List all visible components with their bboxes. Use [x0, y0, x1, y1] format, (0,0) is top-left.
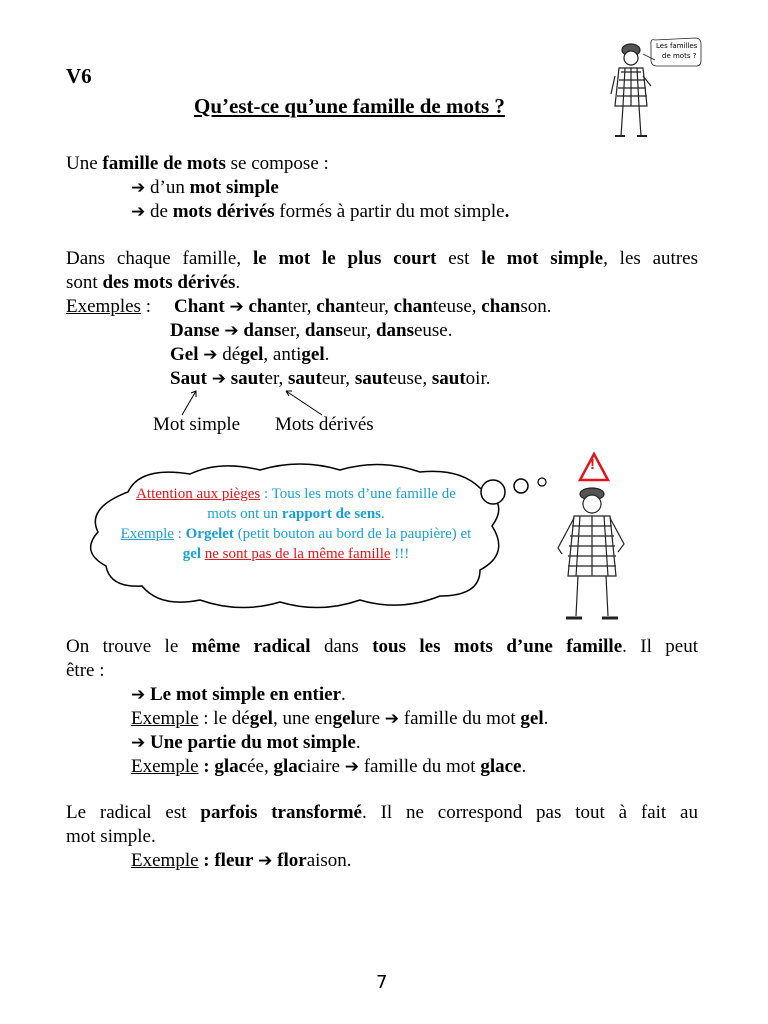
text: Une partie du mot simple — [150, 732, 356, 753]
radical: gel — [332, 708, 356, 729]
mot-simple: Danse — [170, 320, 220, 341]
text: mot simple — [66, 826, 151, 847]
text: sont — [66, 272, 103, 293]
mot-simple: Gel — [170, 344, 199, 365]
arrow-right-icon: ➔ — [229, 297, 244, 317]
arrow-right-icon: ➔ — [384, 709, 400, 729]
text: On trouve le — [66, 636, 192, 657]
example-gel — [170, 344, 329, 366]
page-title: Qu’est-ce qu’une famille de mots ? — [194, 94, 505, 118]
text: er, — [281, 320, 305, 341]
warning-icon: ! — [590, 456, 595, 473]
text: Une — [66, 153, 103, 174]
text: !!! — [390, 546, 410, 562]
text: tous les mots d’une famille — [372, 636, 623, 657]
text: dé — [222, 344, 241, 365]
radical: dans — [304, 320, 343, 341]
radical: dans — [243, 320, 282, 341]
cloud-text — [120, 484, 472, 564]
intro-bullet-2 — [131, 201, 509, 223]
text: parfois transformé — [200, 802, 362, 823]
radical: glac — [214, 756, 248, 777]
example-label: Exemple — [131, 850, 199, 871]
text: . — [504, 201, 510, 222]
warning-label: Attention aux pièges — [136, 486, 261, 502]
text: Le radical est — [66, 802, 201, 823]
text: : — [198, 850, 215, 871]
text: . — [235, 272, 241, 293]
text: . — [521, 756, 527, 777]
text: son. — [520, 296, 552, 317]
text: même radical — [191, 636, 311, 657]
rule-line-1 — [66, 248, 698, 270]
arrow-right-icon: ➔ — [224, 321, 239, 341]
text: des mots dérivés — [102, 272, 236, 293]
arrow-right-icon: ➔ — [131, 178, 146, 198]
arrow-to-mot-simple — [182, 391, 196, 415]
text: : Tous les mots d’une famille de mots ont un — [207, 486, 456, 522]
radical: dans — [375, 320, 414, 341]
text: famille du mot — [358, 756, 481, 777]
text: . — [543, 708, 549, 729]
text: gel — [520, 708, 544, 729]
text: euse. — [413, 320, 453, 341]
text: Exemples — [66, 296, 141, 317]
radical-line-1 — [66, 636, 698, 658]
radical: saut — [354, 368, 389, 389]
arrow-right-icon: ➔ — [131, 733, 146, 753]
text: : — [198, 756, 215, 777]
text: famille de mots — [102, 153, 226, 174]
text: Le mot simple en entier — [150, 684, 342, 705]
text: le mot simple — [481, 248, 604, 269]
radical-case-1 — [131, 684, 346, 706]
text: . — [381, 506, 385, 522]
text: , les autres — [603, 248, 698, 269]
page-number: 7 — [376, 972, 388, 993]
text: . — [150, 826, 156, 847]
radical-case-2 — [131, 732, 361, 754]
text: ure — [355, 708, 385, 729]
text: fleur — [214, 850, 254, 871]
annotation-mots-derives: Mots dérivés — [275, 414, 374, 435]
example-label: Exemple — [131, 756, 199, 777]
section-code: V6 — [66, 64, 92, 88]
radical-example-1 — [131, 708, 548, 730]
arrow-right-icon: ➔ — [131, 685, 146, 705]
text: de — [145, 201, 173, 222]
text: oir. — [465, 368, 491, 389]
radical: saut — [230, 368, 265, 389]
text: teuse, — [432, 296, 482, 317]
intro-bullet-1 — [131, 177, 279, 199]
text: , une en — [272, 708, 333, 729]
annotation-mot-simple: Mot simple — [153, 414, 241, 435]
text: aison. — [306, 850, 352, 871]
text: formés à partir du mot simple — [274, 201, 505, 222]
radical-line-2: être : — [66, 660, 105, 681]
example-label: Exemple — [131, 708, 199, 729]
arrow-right-icon: ➔ — [258, 851, 273, 871]
transform-line-1 — [66, 802, 698, 824]
text: eur, — [321, 368, 355, 389]
text: gel — [182, 546, 202, 562]
text: ée, — [247, 756, 274, 777]
intro-line — [66, 153, 329, 175]
text: est — [436, 248, 482, 269]
radical: glac — [273, 756, 307, 777]
text: rapport de sens — [281, 506, 381, 522]
arrow-right-icon: ➔ — [344, 757, 359, 777]
examples-label — [66, 296, 151, 318]
arrow-right-icon: ➔ — [211, 369, 226, 389]
text: Orgelet — [185, 526, 234, 542]
text: . Il peut — [622, 636, 699, 657]
text: . Il ne correspond pas tout à fait au — [361, 802, 698, 823]
mot-simple: Saut — [170, 368, 207, 389]
text: famille du mot — [399, 708, 521, 729]
text: ne sont pas de la même famille — [204, 546, 391, 562]
text: : — [173, 526, 186, 542]
text: . — [324, 344, 330, 365]
arrow-to-mots-derives — [286, 391, 322, 415]
arrow-right-icon: ➔ — [203, 345, 218, 365]
radical: gel — [249, 708, 273, 729]
text: ter, — [287, 296, 317, 317]
example-danse — [170, 320, 452, 342]
radical: chan — [393, 296, 433, 317]
text: d’un — [145, 177, 190, 198]
radical: saut — [431, 368, 466, 389]
text: le mot le plus court — [252, 248, 437, 269]
text: : — [140, 296, 151, 317]
text: (petit bouton au bord de la paupière) et — [233, 526, 472, 542]
text: er, — [264, 368, 289, 389]
radical: gel — [301, 344, 325, 365]
warning-detective-illustration — [548, 452, 638, 628]
radical: flor — [277, 850, 307, 871]
speech-bubble-line-1: Les familles — [656, 42, 698, 50]
text: Dans chaque famille, — [66, 248, 253, 269]
text: mot simple — [189, 177, 279, 198]
transform-example — [131, 850, 352, 872]
text: se compose : — [225, 153, 329, 174]
text: teur, — [355, 296, 394, 317]
radical: gel — [240, 344, 264, 365]
arrow-right-icon: ➔ — [131, 202, 146, 222]
radical: chan — [316, 296, 356, 317]
text: glace — [480, 756, 522, 777]
text: euse, — [388, 368, 432, 389]
example-label: Exemple — [120, 526, 174, 542]
radical: chan — [481, 296, 521, 317]
radical-example-2 — [131, 756, 526, 778]
mot-simple: Chant — [174, 296, 225, 317]
radical: chan — [248, 296, 288, 317]
text: : le dé — [198, 708, 250, 729]
transform-line-2 — [66, 826, 156, 848]
speech-bubble-line-2: de mots ? — [662, 52, 697, 60]
text: . — [355, 732, 361, 753]
text: dans — [310, 636, 373, 657]
text: iaire — [306, 756, 345, 777]
text: , anti — [263, 344, 302, 365]
radical: saut — [288, 368, 322, 389]
text: mots dérivés — [172, 201, 275, 222]
example-chant — [174, 296, 552, 318]
rule-line-2 — [66, 272, 240, 294]
text: eur, — [342, 320, 376, 341]
text: . — [341, 684, 346, 705]
